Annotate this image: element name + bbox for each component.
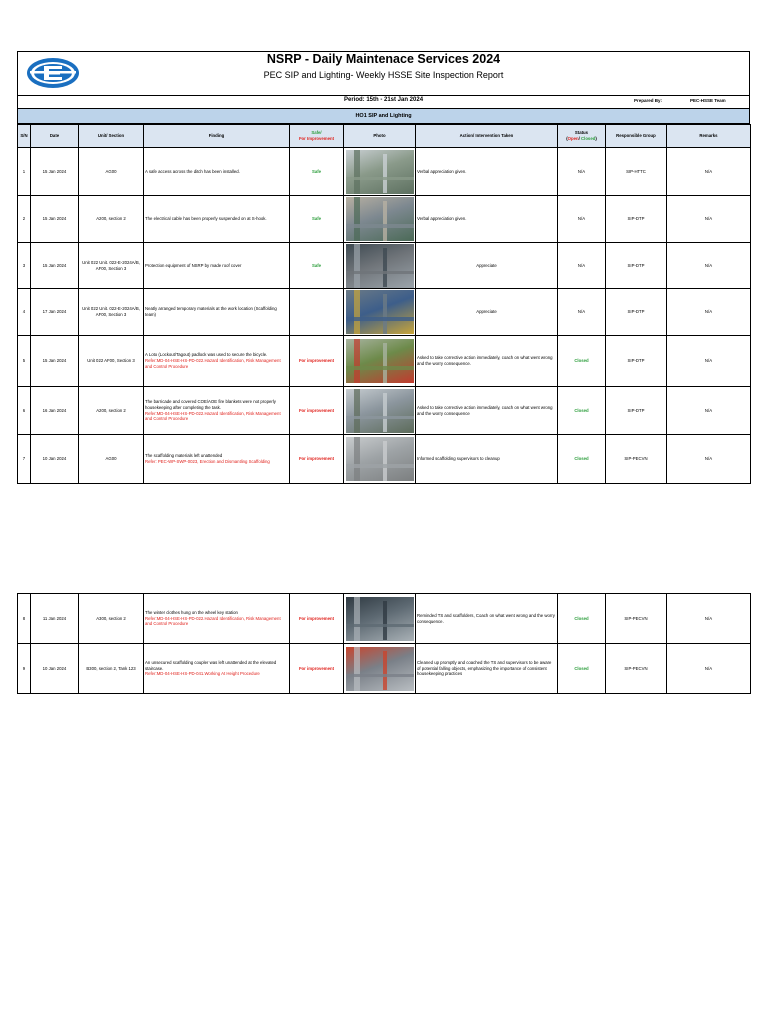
cell-remarks: N/A (667, 644, 751, 694)
cell-finding (144, 243, 290, 289)
photo-structure (383, 294, 387, 334)
cell-unit: Unit 022 Unit. 022-E-2024A/B, AF00, Section 3 (79, 243, 144, 289)
cell-finding (144, 644, 290, 694)
cell-action: Reminded TS and scaffolders, Coach on what went wrong and the worry consequence. (416, 594, 558, 644)
cell-photo (344, 336, 416, 387)
cell-finding (144, 594, 290, 644)
cell-rating: Safe (290, 243, 344, 289)
cell-remarks: N/A (667, 243, 751, 289)
cell-unit: A200, section 2 (79, 196, 144, 243)
cell-rating: For improvement (290, 336, 344, 387)
photo-structure (346, 366, 414, 370)
cell-group: SIP-DTP (606, 387, 667, 435)
col-rating-improve: For Improvement (298, 136, 335, 141)
finding-text: The electrical cable has been properly suspended on at S-hook. (145, 216, 267, 222)
cell-finding (144, 387, 290, 435)
photo-structure (354, 244, 361, 288)
cell-photo (344, 289, 416, 336)
cell-finding (144, 148, 290, 196)
cell-sn: 6 (18, 387, 31, 435)
col-status-open: Open (567, 136, 579, 141)
inspection-table (17, 124, 751, 484)
cell-finding (144, 196, 290, 243)
cell-unit: A200, section 2 (79, 387, 144, 435)
cell-status: N/A (558, 243, 606, 289)
cell-action: Appreciate (416, 243, 558, 289)
cell-sn: 3 (18, 243, 31, 289)
photo-structure (354, 290, 361, 334)
table-row (18, 243, 751, 289)
cell-sn: 5 (18, 336, 31, 387)
site-photo[interactable] (346, 597, 414, 641)
cell-date: 17 Jan 2024 (31, 289, 79, 336)
cell-rating: For improvement (290, 644, 344, 694)
cell-remarks: N/A (667, 148, 751, 196)
cell-action: Informed scaffolding supervisors to cleanup (416, 435, 558, 484)
col-finding: Finding (144, 125, 290, 148)
finding-reference: Refer:MD-04-HSE-HS-PD-022.Hazard Identification, Risk Management and Control Procedure (145, 410, 281, 422)
cell-date: 15 Jan 2024 (31, 148, 79, 196)
cell-group: SIP-PECVN (606, 594, 667, 644)
photo-structure (354, 389, 361, 433)
cell-remarks: N/A (667, 196, 751, 243)
table-row (18, 435, 751, 484)
cell-group: SIP-PECVN (606, 435, 667, 484)
report-header (17, 51, 750, 95)
finding-reference: Refer:MD-04-HSE-HS-PD-041.Working At Height Procedure (145, 671, 260, 677)
cell-unit: B300, section 2, Tank 123 (79, 644, 144, 694)
cell-photo (344, 148, 416, 196)
cell-rating: For improvement (290, 435, 344, 484)
prepared-by-value: PEC-HSSE Team (690, 98, 726, 103)
photo-structure (346, 271, 414, 275)
inspection-table-continued (17, 593, 751, 694)
cell-finding (144, 435, 290, 484)
photo-structure (346, 416, 414, 420)
cell-status: N/A (558, 148, 606, 196)
cell-unit: A300, section 2 (79, 594, 144, 644)
cell-date: 15 Jan 2024 (31, 196, 79, 243)
photo-structure (383, 393, 387, 433)
col-status-sep: / (578, 136, 582, 141)
finding-reference: Refer:MD-04-HSE-HS-PD-022.Hazard Identification, Risk Management and Control Procedure (145, 358, 281, 369)
col-photo: Photo (344, 125, 416, 148)
cell-group: SIP-DTP (606, 289, 667, 336)
cell-rating (290, 289, 344, 336)
photo-structure (346, 464, 414, 468)
table-row (18, 196, 751, 243)
cell-unit: Unit 022 Unit. 022-E-2024A/B, AF00, Section 3 (79, 289, 144, 336)
cell-photo (344, 243, 416, 289)
cell-status: Closed (558, 435, 606, 484)
cell-status: N/A (558, 196, 606, 243)
col-unit: Unit/ Section (79, 125, 144, 148)
cell-sn: 2 (18, 196, 31, 243)
cell-action: Asked to take corrective action immediately, coach on what went wrong and the worry consequence. (416, 336, 558, 387)
col-group: Responsible Group (606, 125, 667, 148)
table-row (18, 148, 751, 196)
cell-date: 11 Jan 2024 (31, 594, 79, 644)
photo-structure (383, 248, 387, 288)
finding-text: The barricade and covered COE/AOE fire blankets were not properly housekeeping after completing the task. (145, 398, 276, 410)
cell-action: Verbal appreciation given. (416, 196, 558, 243)
photo-structure (354, 437, 361, 481)
cell-unit: AG00 (79, 148, 144, 196)
cell-remarks: N/A (667, 289, 751, 336)
photo-structure (346, 317, 414, 321)
cell-remarks: N/A (667, 435, 751, 484)
cell-action: Asked to take corrective action immediately, coach on what went wrong and the worry consequence (416, 387, 558, 435)
table-row (18, 387, 751, 435)
period-text: Period: 15th - 21st Jan 2024 (344, 97, 424, 103)
cell-finding (144, 289, 290, 336)
finding-reference: Refer: PEC-WP-SWP-0023, Erection and Dismantling Scaffolding (145, 459, 270, 464)
cell-group: SIP-DTP (606, 196, 667, 243)
cell-remarks: N/A (667, 594, 751, 644)
cell-status: Closed (558, 336, 606, 387)
photo-structure (354, 597, 361, 641)
cell-photo (344, 594, 416, 644)
cell-group: SIP-PECVN (606, 644, 667, 694)
cell-rating: Safe (290, 196, 344, 243)
site-photo[interactable] (346, 244, 414, 288)
photo-structure (354, 197, 361, 241)
photo-structure (354, 339, 361, 383)
photo-structure (354, 647, 361, 691)
cell-group: SIP-HTTC (606, 148, 667, 196)
cell-sn: 9 (18, 644, 31, 694)
period-row (17, 95, 750, 108)
cell-status: Closed (558, 594, 606, 644)
cell-group: SIP-DTP (606, 243, 667, 289)
col-action: Action/ Intervention Taken (416, 125, 558, 148)
cell-group: SIP-DTP (606, 336, 667, 387)
cell-sn: 8 (18, 594, 31, 644)
finding-text: Neatly arranged temporary materials at the work location (Scaffolding team) (145, 306, 277, 317)
cell-date: 15 Jan 2024 (31, 243, 79, 289)
photo-structure (346, 177, 414, 181)
finding-text: A safe access across the ditch has been installed. (145, 168, 240, 174)
photo-structure (383, 201, 387, 241)
report-sheet (17, 51, 750, 484)
cell-status: N/A (558, 289, 606, 336)
site-photo[interactable] (346, 647, 414, 691)
cell-rating: For improvement (290, 387, 344, 435)
cell-unit: Unit 022 AF00, Section 3 (79, 336, 144, 387)
photo-structure (354, 150, 361, 194)
finding-text: A Loto (Lockout/Tagout) padlock was used to secure the bicycle. (145, 352, 268, 358)
site-photo[interactable] (346, 290, 414, 334)
cell-sn: 4 (18, 289, 31, 336)
photo-structure (383, 601, 387, 641)
cell-photo (344, 435, 416, 484)
cell-sn: 1 (18, 148, 31, 196)
table-row (18, 644, 751, 694)
cell-photo (344, 387, 416, 435)
col-date: Date (31, 125, 79, 148)
cell-date: 10 Jan 2024 (31, 435, 79, 484)
report-sheet-continued (17, 593, 750, 694)
cell-action: Cleaned up promptly and coached the TS and supervisors to be aware of potential falling objects, emphasizing the importance of consistent housekeeping practices (416, 644, 558, 694)
cell-finding (144, 336, 290, 387)
cell-photo (344, 644, 416, 694)
cell-action: Appreciate (416, 289, 558, 336)
report-title: NSRP - Daily Maintenace Services 2024 (266, 52, 501, 66)
finding-text: An unsecured scaffolding coupler was left unattended at the elevated staircase. (145, 659, 277, 671)
photo-structure (383, 343, 387, 383)
photo-structure (346, 624, 414, 628)
photo-structure (346, 674, 414, 678)
col-sn: S/N (18, 125, 31, 148)
photo-structure (383, 154, 387, 194)
finding-text: The winter clothes hung on the wheel key station (145, 609, 238, 615)
cell-rating: For improvement (290, 594, 344, 644)
col-rating-safe: Safe/ (311, 130, 322, 136)
table-row (18, 336, 751, 387)
site-photo[interactable] (346, 389, 414, 433)
table-row (18, 594, 751, 644)
table-header-row (18, 125, 751, 148)
cell-sn: 7 (18, 435, 31, 484)
site-photo[interactable] (346, 150, 414, 194)
report-subtitle: PEC SIP and Lighting- Weekly HSSE Site Inspection Report (263, 70, 504, 80)
cell-remarks: N/A (667, 336, 751, 387)
table-body (18, 148, 751, 484)
col-status-label: Status (574, 130, 589, 136)
cell-unit: AG00 (79, 435, 144, 484)
photo-structure (346, 224, 414, 228)
cell-photo (344, 196, 416, 243)
cell-date: 16 Jan 2024 (31, 387, 79, 435)
cell-status: Closed (558, 644, 606, 694)
prepared-by-label: Prepared By: (634, 98, 663, 103)
table-row (18, 289, 751, 336)
finding-text: The scaffolding materials left unattended (145, 453, 223, 459)
table-body-continued (18, 594, 751, 694)
cell-status: Closed (558, 387, 606, 435)
col-remarks: Remarks (667, 125, 751, 148)
photo-structure (383, 651, 387, 691)
cell-action: Verbal appreciation given. (416, 148, 558, 196)
cell-remarks: N/A (667, 387, 751, 435)
cell-date: 10 Jan 2024 (31, 644, 79, 694)
site-photo[interactable] (346, 339, 414, 383)
finding-text: Protection equipment of NSRP by made roof cover (145, 262, 242, 268)
cell-date: 15 Jan 2024 (31, 336, 79, 387)
cell-rating: Safe (290, 148, 344, 196)
col-rating (290, 125, 344, 148)
finding-reference: Refer:MD-04-HSE-HS-PD-022.Hazard Identification, Risk Management and Control Procedure (145, 615, 281, 627)
col-status: Status (Open/ Closed) (558, 125, 606, 148)
section-title: HO1 SIP and Lighting (17, 108, 750, 124)
site-photo[interactable] (346, 197, 414, 241)
site-photo[interactable] (346, 437, 414, 481)
col-status-closed: Closed (581, 136, 596, 141)
photo-structure (383, 441, 387, 481)
